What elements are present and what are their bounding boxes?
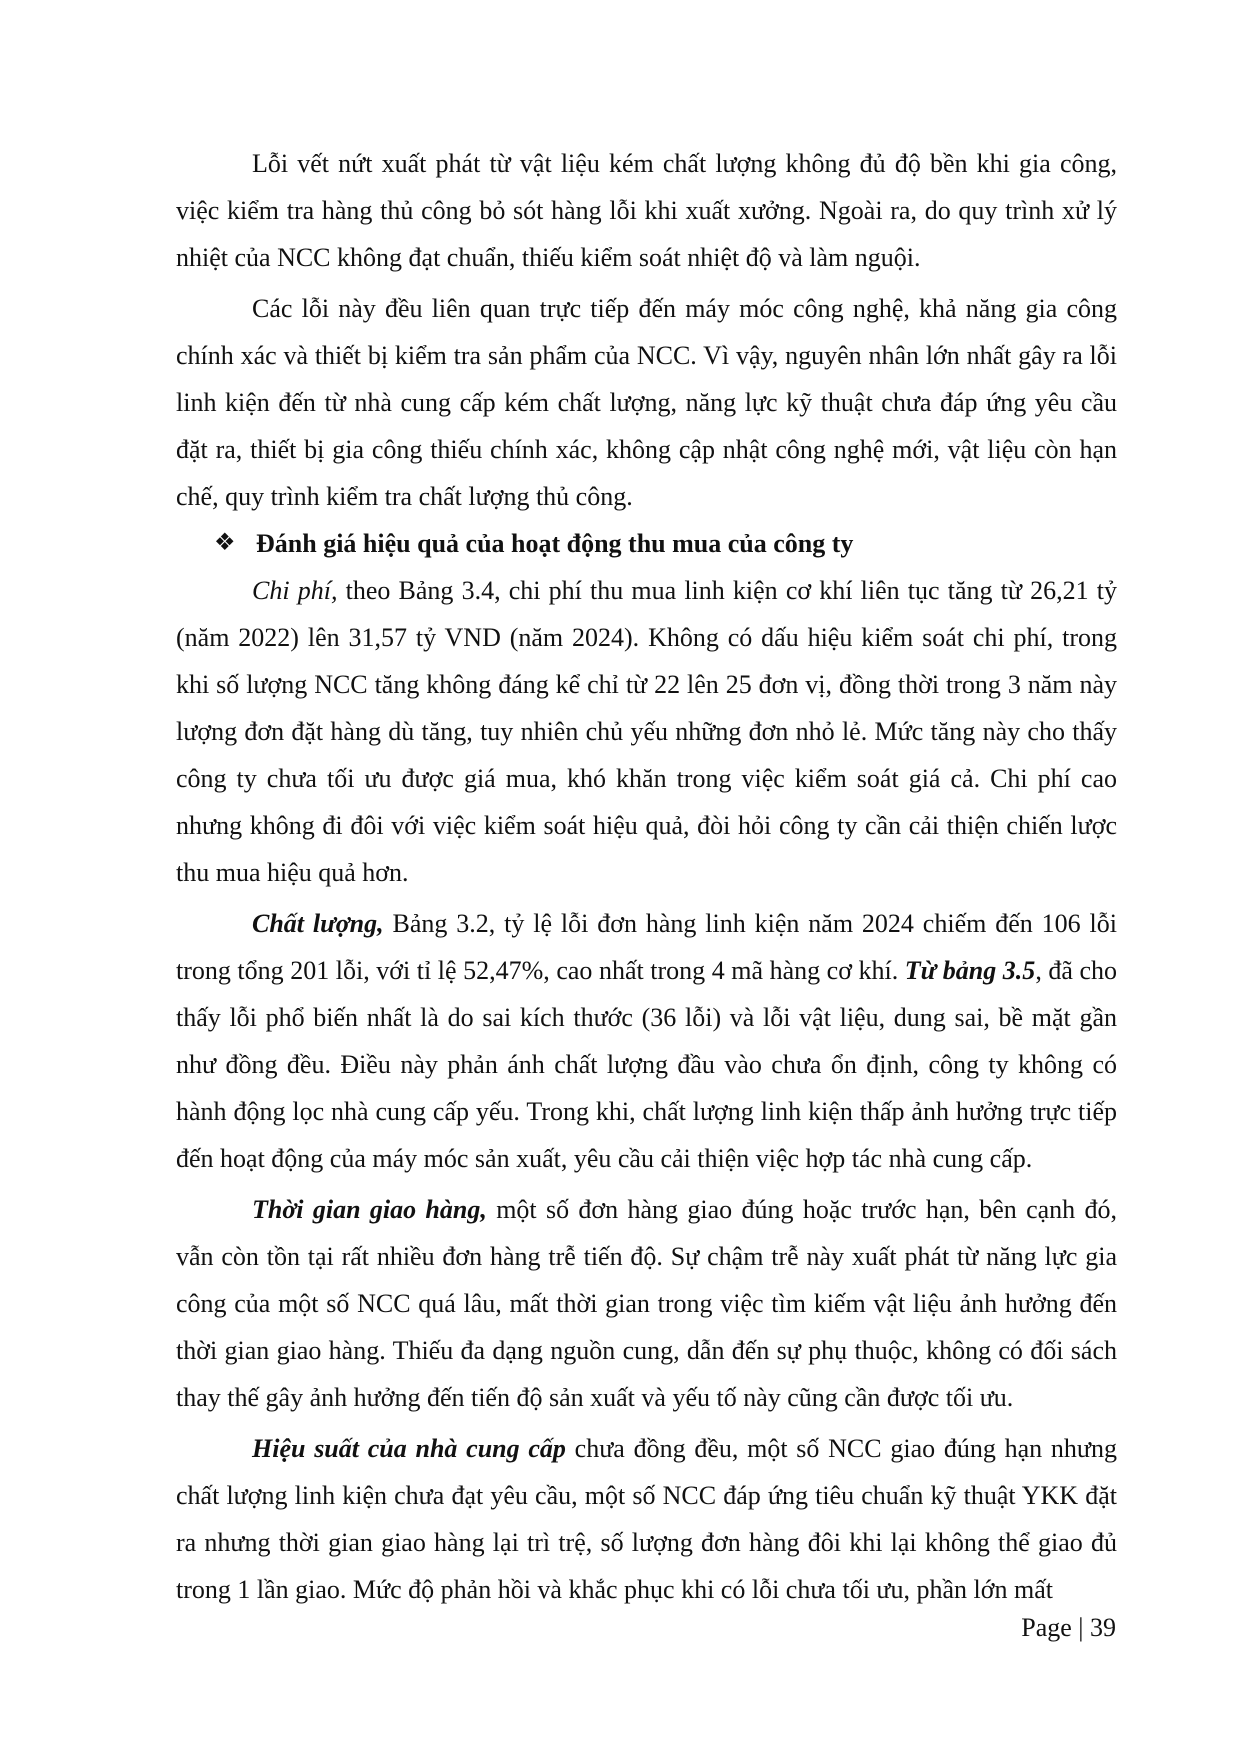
paragraph-delivery-time (176, 1186, 1117, 1421)
paragraph-cost (176, 567, 1117, 896)
quality-text-b: , đã cho thấy lỗi phổ biến nhất là do sai kích thước (36 lỗi) và lỗi vật liệu, dung sai, bề mặt gần như đồng đều. Điều này phản ánh chất lượng đầu vào chưa ổn định, công ty không có hành động lọc nhà cung cấp yếu. Trong khi, chất lượng linh kiện thấp ảnh hưởng trực tiếp đến hoạt động của máy móc sản xuất, yêu cầu cải thiện việc hợp tác nhà cung cấp. (176, 956, 1117, 1173)
section-heading-text: Đánh giá hiệu quả của hoạt động thu mua của công ty (256, 529, 854, 558)
delivery-lead: Thời gian giao hàng, (252, 1195, 487, 1224)
cost-text: theo Bảng 3.4, chi phí thu mua linh kiện cơ khí liên tục tăng từ 26,21 tỷ (năm 2022) lên 31,57 tỷ VND (năm 2024). Không có dấu hiệu kiểm soát chi phí, trong khi số lượng NCC tăng không đáng kể chỉ từ 22 lên 25 đơn vị, đồng thời trong 3 năm này lượng đơn đặt hàng dù tăng, tuy nhiên chủ yếu những đơn nhỏ lẻ. Mức tăng này cho thấy công ty chưa tối ưu được giá mua, khó khăn trong việc kiểm soát giá cả. Chi phí cao nhưng không đi đôi với việc kiểm soát hiệu quả, đòi hỏi công ty cần cải thiện chiến lược thu mua hiệu quả hơn. (176, 576, 1117, 887)
page-number: Page | 39 (1021, 1613, 1116, 1642)
paragraph-crack-defects: Lỗi vết nứt xuất phát từ vật liệu kém chất lượng không đủ độ bền khi gia công, việc kiểm tra hàng thủ công bỏ sót hàng lỗi khi xuất xưởng. Ngoài ra, do quy trình xử lý nhiệt của NCC không đạt chuẩn, thiếu kiểm soát nhiệt độ và làm nguội. (176, 149, 1117, 272)
paragraph-defect-causes: Các lỗi này đều liên quan trực tiếp đến máy móc công nghệ, khả năng gia công chính xác và thiết bị kiểm tra sản phẩm của NCC. Vì vậy, nguyên nhân lớn nhất gây ra lỗi linh kiện đến từ nhà cung cấp kém chất lượng, năng lực kỹ thuật chưa đáp ứng yêu cầu đặt ra, thiết bị gia công thiếu chính xác, không cập nhật công nghệ mới, vật liệu còn hạn chế, quy trình kiểm tra chất lượng thủ công. (176, 294, 1117, 511)
supplier-text: chưa đồng đều, một số NCC giao đúng hạn nhưng chất lượng linh kiện chưa đạt yêu cầu, một số NCC đáp ứng tiêu chuẩn kỹ thuật YKK đặt ra nhưng thời gian giao hàng lại trì trệ, số lượng đơn hàng đôi khi lại không thể giao đủ trong 1 lần giao. Mức độ phản hồi và khắc phục khi có lỗi chưa tối ưu, phần lớn mất (176, 1434, 1117, 1604)
section-heading (176, 520, 1117, 567)
page-body (176, 140, 1117, 1613)
quality-table-ref: Từ bảng 3.5 (904, 956, 1036, 985)
quality-text-a: Bảng 3.2, tỷ lệ lỗi đơn hàng linh kiện năm 2024 chiếm đến 106 lỗi trong tổng 201 lỗi, với tỉ lệ 52,47%, cao nhất trong 4 mã hàng cơ khí. (176, 909, 1117, 985)
paragraph-quality (176, 900, 1117, 1182)
delivery-text: một số đơn hàng giao đúng hoặc trước hạn, bên cạnh đó, vẫn còn tồn tại rất nhiều đơn hàng trễ tiến độ. Sự chậm trễ này xuất phát từ năng lực gia công của một số NCC quá lâu, mất thời gian trong việc tìm kiếm vật liệu ảnh hưởng đến thời gian giao hàng. Thiếu đa dạng nguồn cung, dẫn đến sự phụ thuộc, không có đối sách thay thế gây ảnh hưởng đến tiến độ sản xuất và yếu tố này cũng cần được tối ưu. (176, 1195, 1117, 1412)
cost-lead: Chi phí, (252, 576, 338, 605)
diamond-bullet-icon: ❖ (214, 530, 236, 556)
quality-lead: Chất lượng, (252, 909, 384, 938)
paragraph-supplier-performance (176, 1425, 1117, 1613)
supplier-lead: Hiệu suất của nhà cung cấp (252, 1434, 566, 1463)
